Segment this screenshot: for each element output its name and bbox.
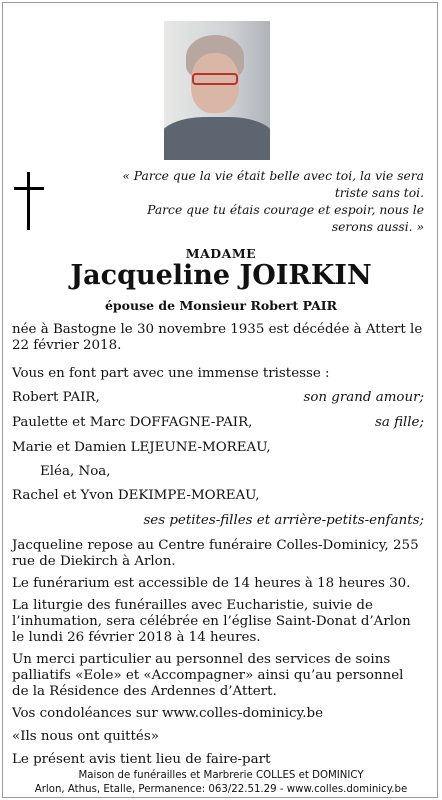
family-name-3: Marie et Damien LEJEUNE-MOREAU,	[12, 440, 271, 455]
notice-text: Le présent avis tient lieu de faire-part	[12, 752, 271, 767]
rest-text: Jacqueline repose au Centre funéraire Colles-Dominicy, 255 rue de Diekirch à Arlon.	[12, 538, 419, 569]
liturgy-text: La liturgie des funérailles avec Eucharistie, suivie de l’inhumation, sera célébrée en l’église Saint-Donat d’Arlon le lundi 26 février 2018 à 14 heures.	[12, 598, 411, 645]
birth-death-text: née à Bastogne le 30 novembre 1935 est décédée à Attert le 22 février 2018.	[12, 322, 423, 353]
family-relation-2: sa fille;	[374, 415, 424, 430]
condolences-text: Vos condoléances sur www.colles-dominicy.be	[12, 706, 324, 721]
footer-line-1: Maison de funérailles et Marbrerie COLLES et DOMINICY	[78, 770, 364, 781]
quote	[104, 168, 424, 236]
intro-text: Vous en font part avec une immense tristesse :	[12, 366, 330, 381]
title: MADAME	[185, 246, 257, 261]
cross-icon	[14, 172, 44, 230]
grandchildren-relation: ses petites-filles et arrière-petits-enfants;	[143, 513, 424, 528]
thanks-text: Un merci particulier au personnel des services de soins palliatifs «Eole» et «Accompagner» ainsi qu’au personnel de la Résidence des Ardennes d’Attert.	[12, 652, 404, 699]
family-name-4: Eléa, Noa,	[40, 464, 111, 479]
family-name-1: Robert PAIR,	[12, 390, 100, 405]
spouse-line: épouse de Monsieur Robert PAIR	[104, 298, 338, 313]
family-relation-1: son grand amour;	[303, 390, 424, 405]
photo-glasses	[192, 73, 238, 85]
hours-text: Le funérarium est accessible de 14 heures à 18 heures 30.	[12, 576, 411, 591]
photo-shirt	[164, 117, 270, 160]
deceased-name: Jacqueline JOIRKIN	[70, 260, 372, 291]
footer-line-2: Arlon, Athus, Etalle, Permanence: 063/22.51.29 - www.colles.dominicy.be	[34, 784, 408, 795]
family-name-5: Rachel et Yvon DEKIMPE-MOREAU,	[12, 488, 260, 503]
quote-line-1: « Parce que la vie était belle avec toi, la vie sera triste sans toi.	[122, 169, 424, 200]
left-text: «Ils nous ont quittés»	[12, 729, 159, 744]
portrait-photo	[164, 21, 270, 160]
quote-line-2: Parce que tu étais courage et espoir, nous le serons aussi. »	[147, 203, 424, 234]
family-name-2: Paulette et Marc DOFFAGNE-PAIR,	[12, 415, 253, 430]
